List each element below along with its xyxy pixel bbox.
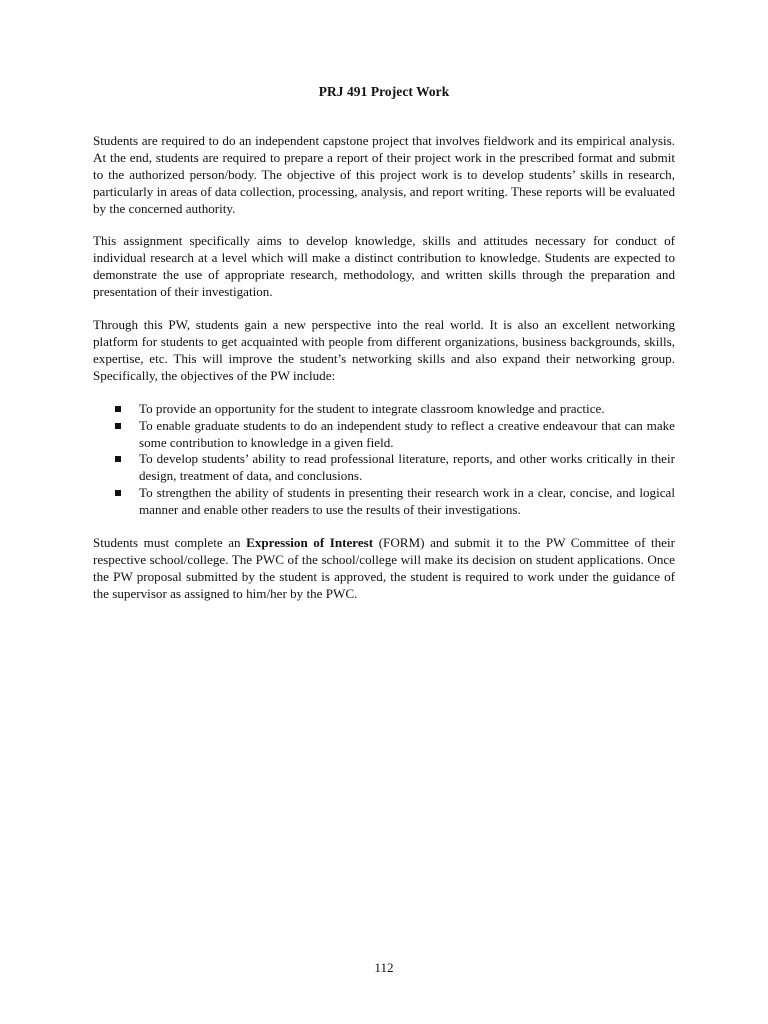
square-bullet-icon: [115, 490, 121, 496]
objectives-list: [93, 401, 675, 519]
list-item: [93, 401, 675, 418]
list-item-text: To strengthen the ability of students in presenting their research work in a clear, concise, and logical manner and enable other readers to use the results of their investigations.: [139, 485, 675, 518]
list-item: [93, 451, 675, 485]
page-title: PRJ 491 Project Work: [318, 84, 450, 99]
application-paragraph: [93, 535, 675, 603]
square-bullet-icon: [115, 406, 121, 412]
list-item: [93, 485, 675, 519]
networking-paragraph: Through this PW, students gain a new perspective into the real world. It is also an excellent networking platform for students to get acquainted with people from different organizations, business backgrounds, skills, expertise, etc. This will improve the student’s networking skills and also expand their networking group. Specifically, the objectives of the PW include:: [93, 317, 675, 383]
list-item-text: To develop students’ ability to read professional literature, reports, and other works critically in their design, treatment of data, and conclusions.: [139, 451, 675, 484]
expression-of-interest-term: Expression of Interest: [246, 535, 374, 551]
intro-paragraph: Students are required to do an independent capstone project that involves fieldwork and its empirical analysis. At the end, students are required to prepare a report of their project work in the prescribed format and submit to the authorized person/body. The objective of this project work is to develop students’ skills in research, particularly in areas of data collection, processing, analysis, and report writing. These reports will be evaluated by the concerned authority.: [93, 132, 675, 216]
list-item: [93, 418, 675, 452]
application-text-before: Students must complete an: [93, 535, 247, 551]
square-bullet-icon: [115, 456, 121, 462]
application-text-after: (FORM) and submit it to the PW Committee of their respective school/college. The PWC of the school/college will make its decision on student applications. Once the PW proposal submitted by the student is approved, the student is required to work under the guidance of the supervisor as assigned to him/her by the PWC.: [93, 535, 675, 601]
document-page: [93, 84, 675, 619]
list-item-text: To enable graduate students to do an independent study to reflect a creative endeavour that can make some contribution to knowledge in a given field.: [139, 417, 675, 450]
list-item-text: To provide an opportunity for the student to integrate classroom knowledge and practice.: [139, 400, 605, 416]
aims-paragraph: This assignment specifically aims to develop knowledge, skills and attitudes necessary for conduct of individual research at a level which will make a distinct contribution to knowledge. Students are expected to demonstrate the use of appropriate research, methodology, and written skills through the preparation and presentation of their investigation.: [93, 233, 675, 300]
page-number: 112: [374, 960, 394, 975]
square-bullet-icon: [115, 423, 121, 429]
